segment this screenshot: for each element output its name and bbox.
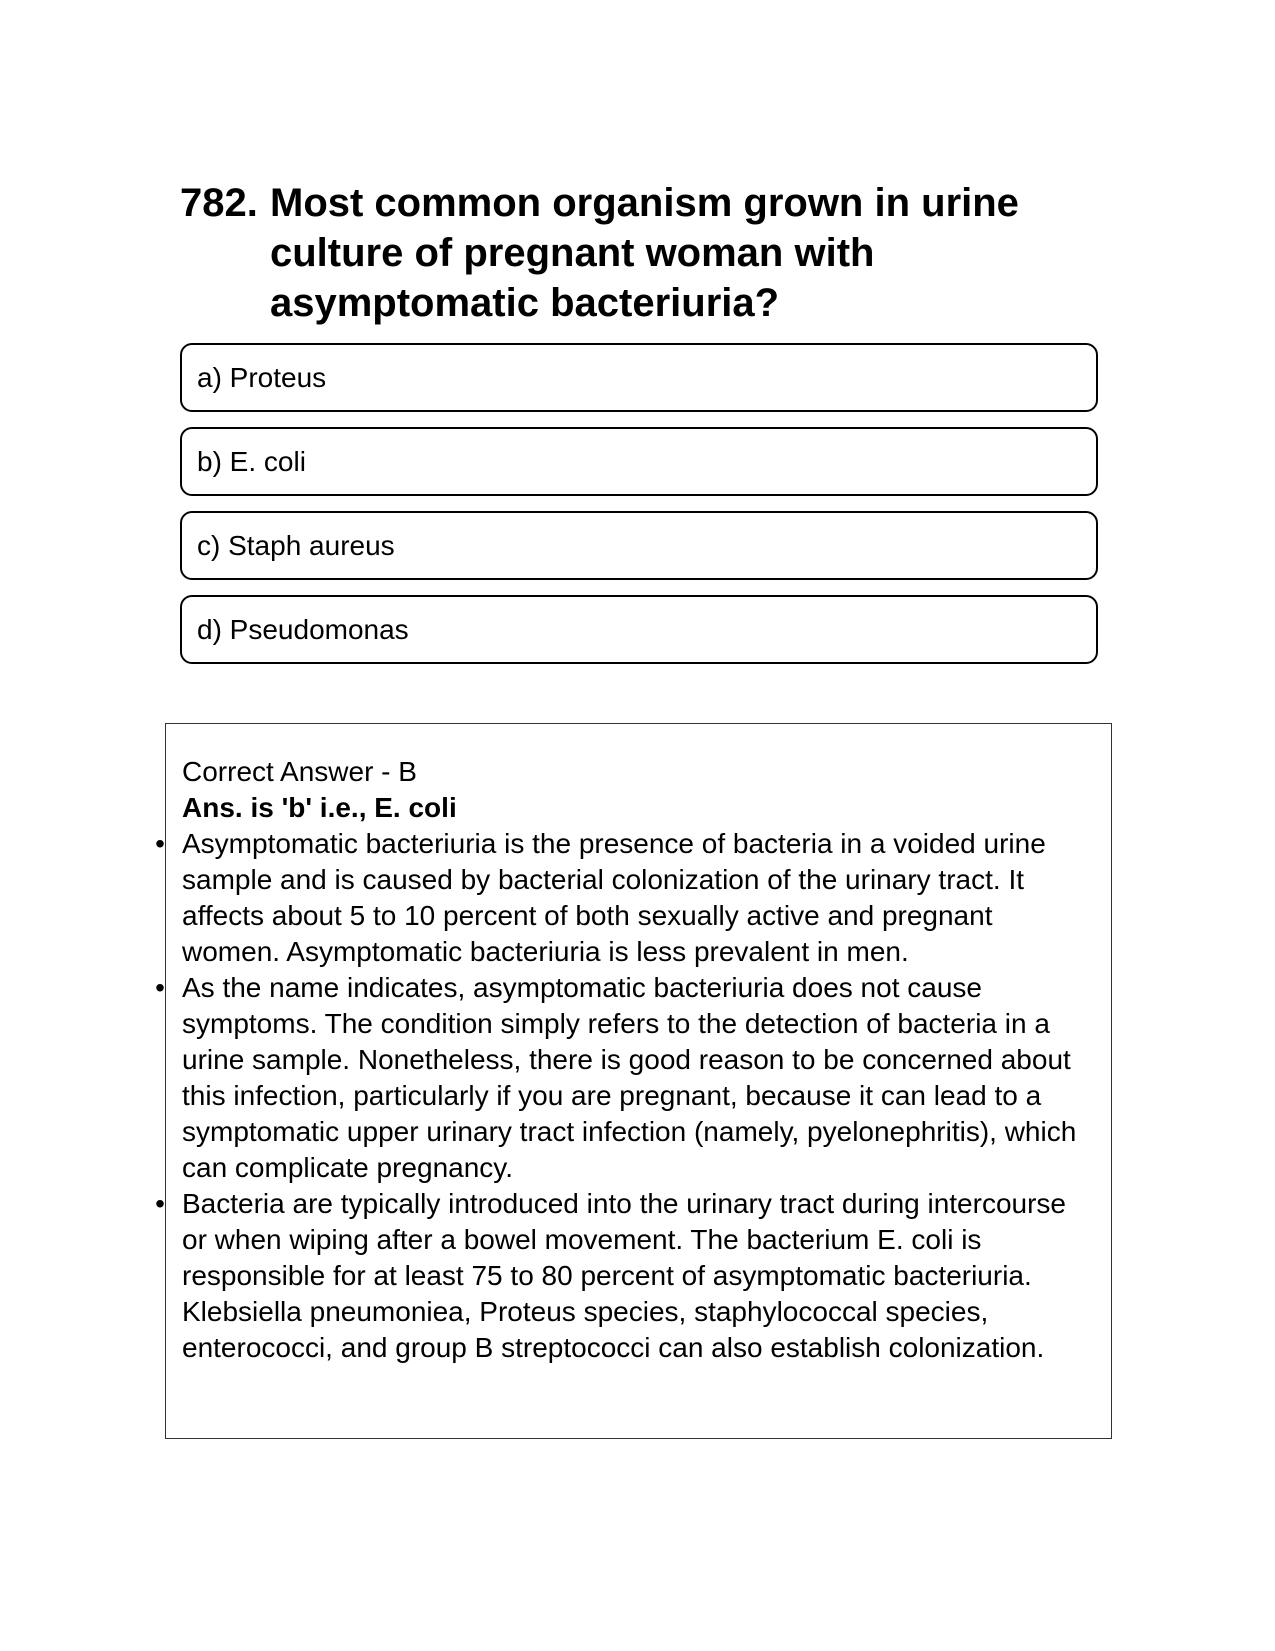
explanation-text: Asymptomatic bacteriuria is the presence of bacteria in a voided urine sample and is caused by bacterial colonization of the urinary tract. It affects about 5 to 10 percent of both sexually active and pregnant women. Asymptomatic bacteriuria is less prevalent in men. <box>182 828 1046 967</box>
correct-answer: Correct Answer - B <box>182 756 417 787</box>
question-text: Most common organism grown in urine culture of pregnant woman with asymptomatic bacteriuria? <box>270 181 1019 325</box>
option-d[interactable]: d) Pseudomonas <box>180 595 1098 664</box>
question-number: 782. <box>180 181 258 225</box>
options-list <box>180 343 1098 679</box>
bullet-icon: • <box>155 828 165 859</box>
option-c[interactable]: c) Staph aureus <box>180 511 1098 580</box>
explanation-item <box>155 1186 1097 1366</box>
option-b[interactable]: b) E. coli <box>180 427 1098 496</box>
explanation-item <box>155 826 1097 970</box>
answer-explanation-box <box>155 723 1112 1439</box>
bullet-icon: • <box>155 972 165 1003</box>
question <box>180 178 1080 328</box>
answer-heading: Ans. is 'b' i.e., E. coli <box>182 792 457 823</box>
explanation-list <box>155 826 1097 1366</box>
explanation-text: Bacteria are typically introduced into the urinary tract during intercourse or when wiping after a bowel movement. The bacterium E. coli is responsible for at least 75 to 80 percent of asymptomatic bacteriuria. Klebsiella pneumoniea, Proteus species, staphylococcal species, enterococci, and group B streptococci can also establish colonization. <box>182 1188 1066 1363</box>
explanation-item <box>155 970 1097 1186</box>
option-a[interactable]: a) Proteus <box>180 343 1098 412</box>
bullet-icon: • <box>155 1188 165 1219</box>
explanation-text: As the name indicates, asymptomatic bacteriuria does not cause symptoms. The condition simply refers to the detection of bacteria in a urine sample. Nonetheless, there is good reason to be concerned about this infection, particularly if you are pregnant, because it can lead to a symptomatic upper urinary tract infection (namely, pyelonephritis), which can complicate pregnancy. <box>182 972 1077 1183</box>
answer-content <box>155 754 1097 1366</box>
